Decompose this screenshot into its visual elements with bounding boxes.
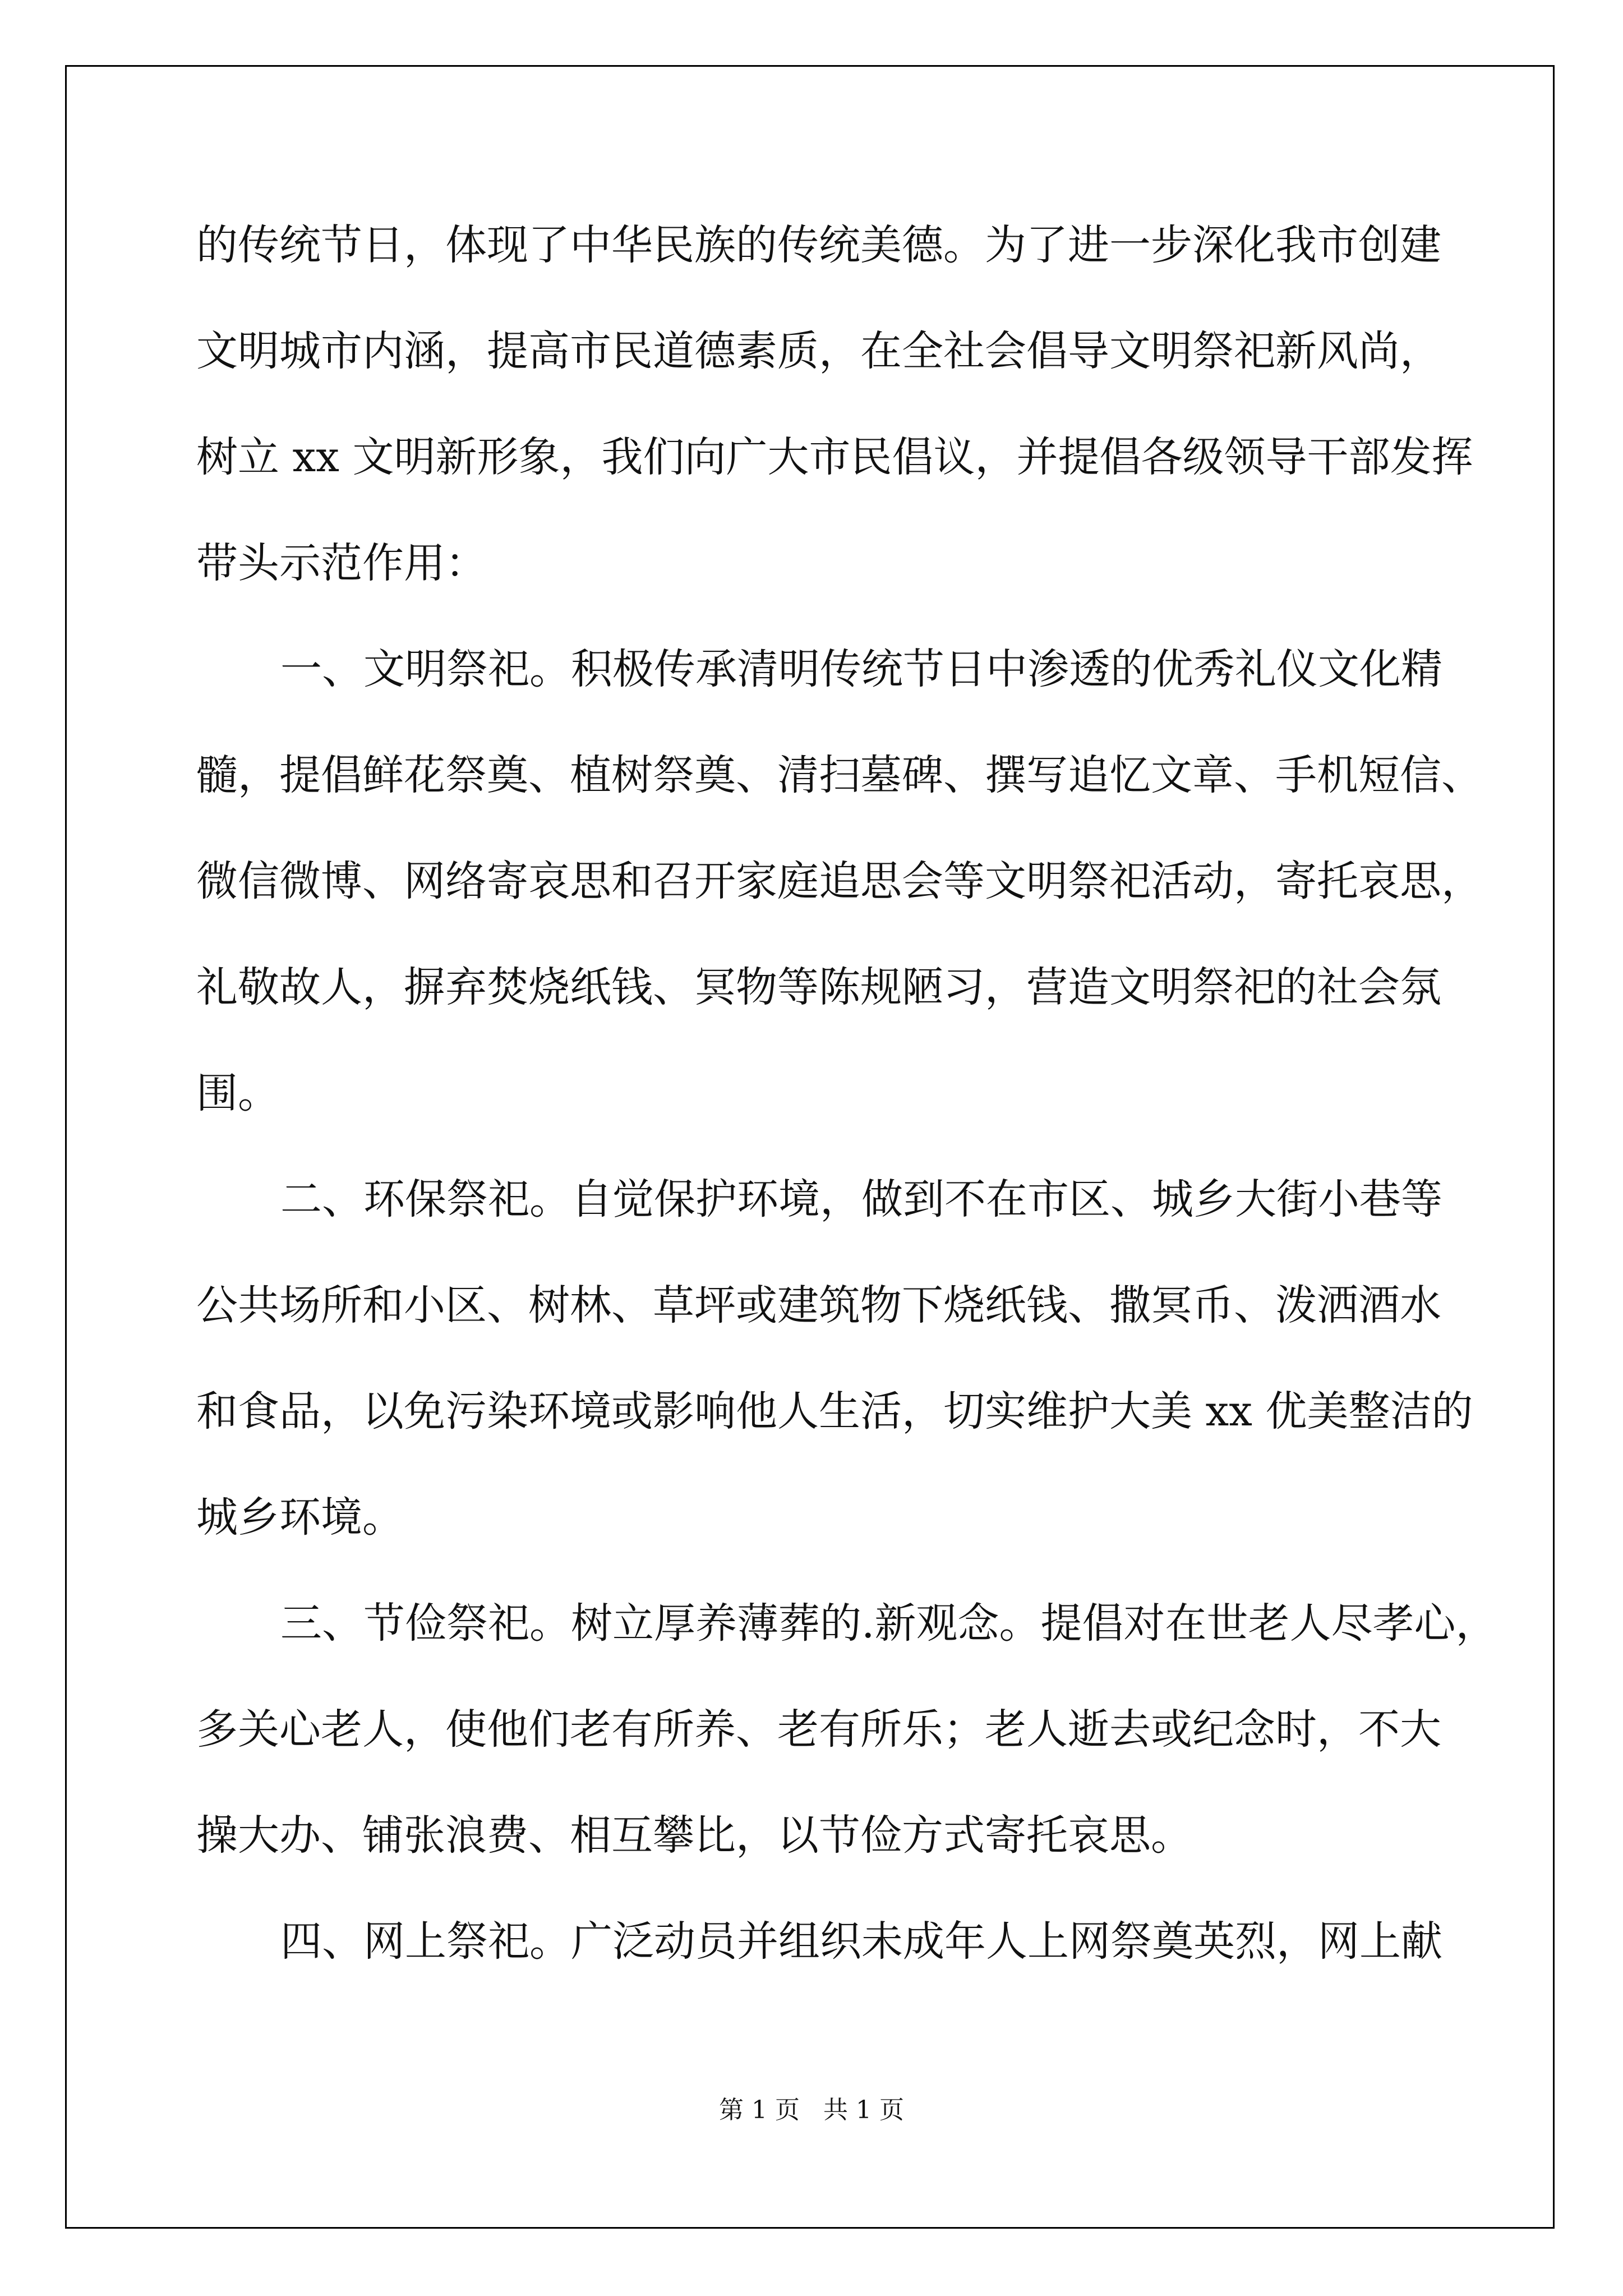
- text-line: 树立 xx 文明新形象，我们向广大市民倡议，并提倡各级领导干部发挥: [196, 433, 1473, 481]
- text-line: 文明城市内涵，提高市民道德素质，在全社会倡导文明祭祀新风尚，: [196, 327, 1441, 375]
- text-line: 的传统节日，体现了中华民族的传统美德。为了进一步深化我市创建: [196, 221, 1441, 269]
- text-line: 礼敬故人，摒弃焚烧纸钱、冥物等陈规陋习，营造文明祭祀的社会氛: [196, 963, 1441, 1011]
- text-line: 操大办、铺张浪费、相互攀比，以节俭方式寄托哀思。: [196, 1811, 1192, 1860]
- page-number: 第 1 页: [719, 2096, 800, 2124]
- text-line: 微信微博、网络寄哀思和召开家庭追思会等文明祭祀活动，寄托哀思，: [196, 857, 1483, 905]
- text-line: 髓，提倡鲜花祭奠、植树祭奠、清扫墓碑、撰写追忆文章、手机短信、: [196, 751, 1483, 799]
- text-line: 多关心老人，使他们老有所养、老有所乐；老人逝去或纪念时，不大: [196, 1705, 1441, 1754]
- paragraph-4-start: 四、网上祭祀。广泛动员并组织未成年人上网祭奠英烈，网上献: [280, 1917, 1442, 1966]
- text-line: 公共场所和小区、树林、草坪或建筑物下烧纸钱、撒冥币、泼洒酒水: [196, 1281, 1441, 1329]
- text-line: 带头示范作用：: [196, 539, 487, 587]
- text-line: 围。: [196, 1069, 279, 1117]
- page-total: 共 1 页: [823, 2096, 904, 2124]
- page-footer: [0, 2090, 1623, 2125]
- paragraph-2-start: 二、环保祭祀。自觉保护环境，做到不在市区、城乡大街小巷等: [280, 1175, 1442, 1223]
- text-line: 城乡环境。: [196, 1493, 404, 1542]
- paragraph-3-start: 三、节俭祭祀。树立厚养薄葬的.新观念。提倡对在世老人尽孝心，: [280, 1599, 1497, 1648]
- page-border: [65, 65, 1555, 2229]
- paragraph-1-start: 一、文明祭祀。积极传承清明传统节日中渗透的优秀礼仪文化精: [280, 645, 1442, 693]
- text-line: 和食品，以免污染环境或影响他人生活，切实维护大美 xx 优美整洁的: [196, 1387, 1473, 1435]
